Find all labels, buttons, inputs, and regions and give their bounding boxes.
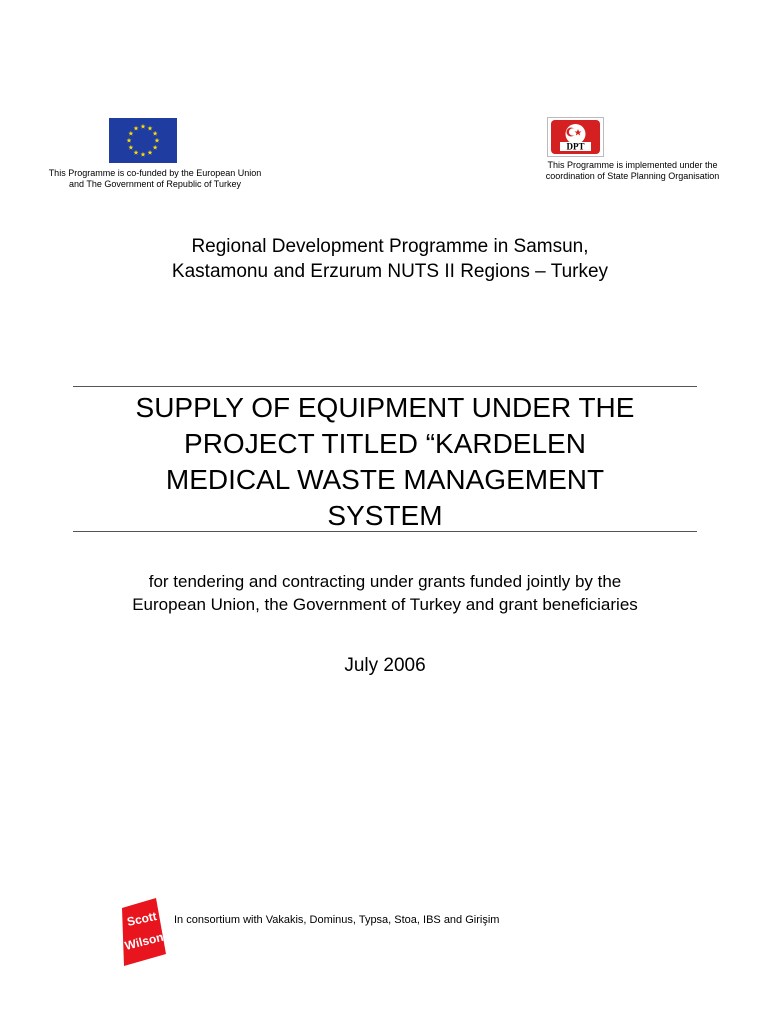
eu-star-icon xyxy=(134,150,139,155)
document-title-line-2: PROJECT TITLED “KARDELEN xyxy=(184,428,586,459)
dpt-implementation-caption xyxy=(520,160,745,182)
document-title-line-4: SYSTEM xyxy=(327,500,443,531)
dpt-logo-icon xyxy=(547,117,604,157)
document-subtitle-line-2: European Union, the Government of Turkey and grant beneficiaries xyxy=(132,595,638,614)
eu-star-icon xyxy=(141,124,146,129)
programme-title-line-1: Regional Development Programme in Samsun, xyxy=(191,236,589,257)
document-title xyxy=(60,390,710,534)
document-title-line-3: MEDICAL WASTE MANAGEMENT xyxy=(165,464,605,495)
eu-flag-icon xyxy=(109,118,177,163)
eu-cofunding-caption xyxy=(20,168,290,190)
title-rule-bottom xyxy=(73,531,697,532)
document-title-line-1: SUPPLY OF EQUIPMENT UNDER THE xyxy=(135,392,635,423)
document-subtitle-line-1: for tendering and contracting under grants funded jointly by the xyxy=(148,572,622,591)
title-rule-top xyxy=(73,386,697,387)
dpt-caption-line-2: coordination of State Planning Organisation xyxy=(545,171,720,181)
eu-star-icon xyxy=(127,138,132,143)
eu-star-icon xyxy=(141,152,146,157)
dpt-caption-line-1: This Programme is implemented under the xyxy=(547,160,718,170)
document-date: July 2006 xyxy=(344,655,426,676)
eu-star-icon xyxy=(128,145,133,150)
scott-wilson-logo-text-1: Scott xyxy=(125,909,158,929)
eu-star-icon xyxy=(148,126,153,131)
eu-star-icon xyxy=(155,138,160,143)
dpt-logo-text: DPT xyxy=(566,141,585,152)
eu-stars-circle xyxy=(109,118,177,163)
eu-star-icon xyxy=(148,150,153,155)
programme-title-line-2: Kastamonu and Erzurum NUTS II Regions – Turkey xyxy=(171,261,609,282)
eu-caption-line-2: and The Government of Republic of Turkey xyxy=(69,179,241,189)
document-subtitle xyxy=(40,570,730,616)
programme-title xyxy=(60,234,720,284)
eu-star-icon xyxy=(153,131,158,136)
scott-wilson-logo-text-2: Wilson xyxy=(123,929,165,953)
eu-star-icon xyxy=(134,126,139,131)
scott-wilson-logo-icon xyxy=(120,896,168,968)
eu-star-icon xyxy=(128,131,133,136)
consortium-note: In consortium with Vakakis, Dominus, Typsa, Stoa, IBS and Girişim xyxy=(174,914,500,926)
eu-caption-line-1: This Programme is co-funded by the European Union xyxy=(48,168,262,178)
eu-star-icon xyxy=(153,145,158,150)
